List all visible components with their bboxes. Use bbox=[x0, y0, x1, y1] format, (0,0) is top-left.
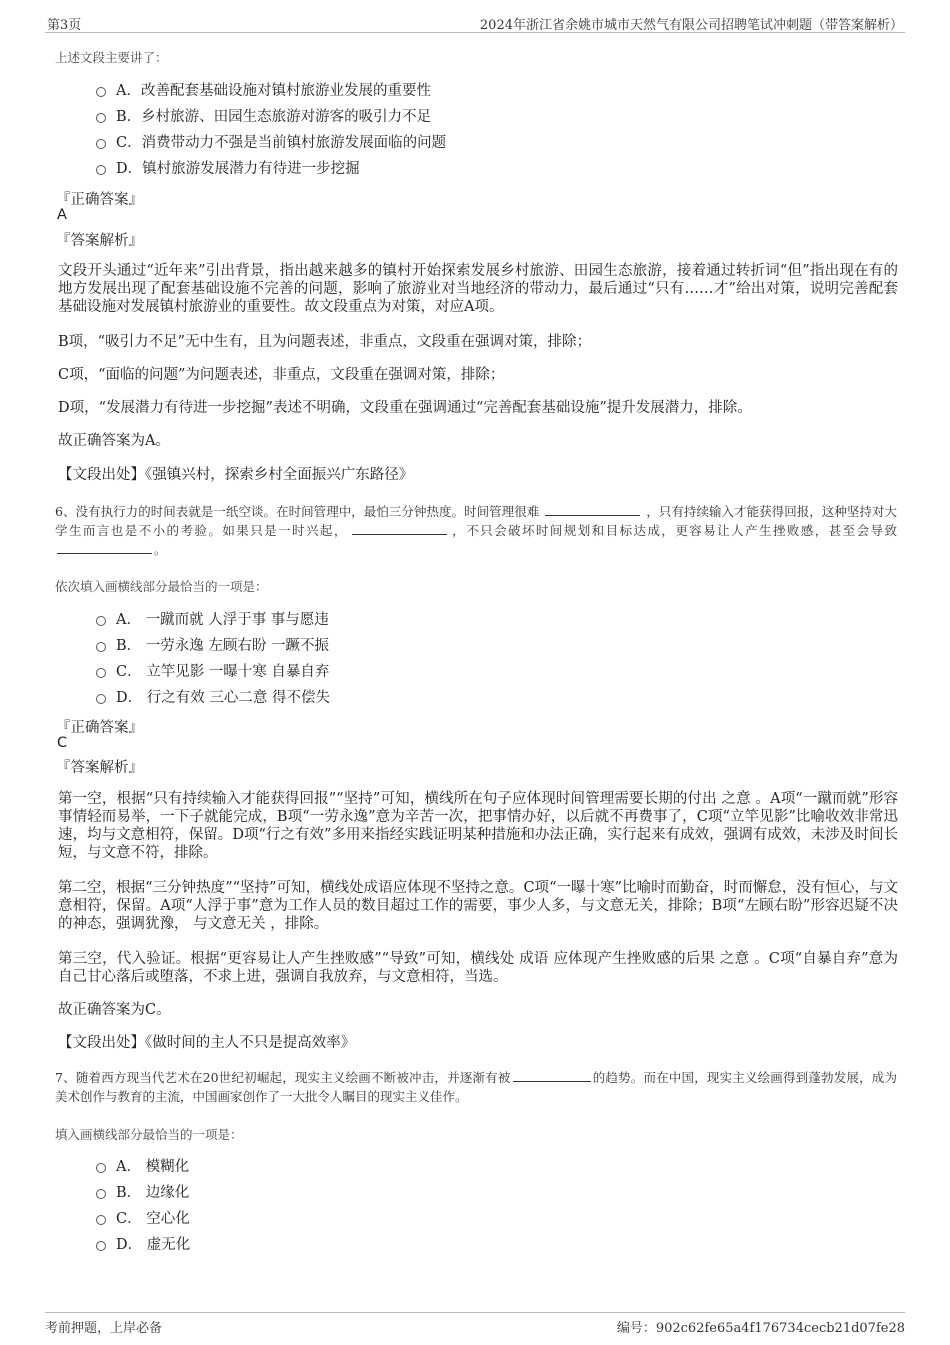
q5-option-c[interactable]: C．消费带动力不强是当前镇村旅游发展面临的问题 bbox=[96, 133, 446, 153]
q6-analysis-label: 『答案解析』 bbox=[56, 760, 143, 776]
q6-option-a[interactable]: A． 一蹴而就 人浮于事 事与愿违 bbox=[96, 610, 329, 630]
footer-slogan: 考前押题，上岸必备 bbox=[45, 1321, 163, 1336]
q7-stem: 7、随着西方现当代艺术在20世纪初崛起，现实主义绘画不断被冲击，并逐渐有被 的趋势。而在中国，现实主义绘画得到蓬勃发展，成为美术创作与教育的主流，中国画家创作了一大批令人瞩目的现实主义佳作。 bbox=[55, 1070, 897, 1104]
radio-button[interactable] bbox=[96, 1189, 106, 1199]
q5-analysis-label: 『答案解析』 bbox=[56, 233, 143, 249]
blank-line bbox=[57, 541, 152, 554]
q5-option-a[interactable]: A．改善配套基础设施对镇村旅游业发展的重要性 bbox=[96, 81, 431, 101]
q5-analysis-paragraph: B项，“吸引力不足”无中生有，且为问题表述，非重点，文段重在强调对策，排除； bbox=[58, 334, 591, 350]
q5-conclusion: 故正确答案为A。 bbox=[58, 433, 170, 449]
document-title: 2024年浙江省余姚市城市天然气有限公司招聘笔试冲刺题（带答案解析） bbox=[479, 18, 903, 33]
q7-option-c[interactable]: C． 空心化 bbox=[96, 1209, 190, 1229]
q6-option-b[interactable]: B． 一劳永逸 左顾右盼 一蹶不振 bbox=[96, 636, 329, 656]
blank-line bbox=[545, 503, 640, 516]
q5-prompt: 上述文段主要讲了： bbox=[55, 50, 168, 65]
radio-button[interactable] bbox=[96, 139, 106, 149]
q6-conclusion: 故正确答案为C。 bbox=[58, 1002, 171, 1018]
q5-answer-label: 『正确答案』 bbox=[56, 192, 143, 208]
blank-line bbox=[513, 1069, 591, 1082]
q5-answer: A bbox=[57, 207, 67, 223]
q7-option-a[interactable]: A． 模糊化 bbox=[96, 1157, 189, 1177]
q5-analysis-paragraph: D项，“发展潜力有待进一步挖掘”表述不明确，文段重在强调通过“完善配套基础设施”提升发展潜力，排除。 bbox=[58, 400, 752, 416]
q7-option-b[interactable]: B． 边缘化 bbox=[96, 1183, 189, 1203]
radio-button[interactable] bbox=[96, 694, 106, 704]
q6-option-c[interactable]: C． 立竿见影 一曝十寒 自暴自弃 bbox=[96, 662, 329, 682]
q6-answer-label: 『正确答案』 bbox=[56, 720, 143, 736]
radio-button[interactable] bbox=[96, 113, 106, 123]
blank-line bbox=[352, 522, 447, 535]
radio-button[interactable] bbox=[96, 668, 106, 678]
q6-answer: C bbox=[57, 735, 68, 751]
q6-prompt: 依次填入画横线部分最恰当的一项是： bbox=[55, 579, 268, 594]
page-header bbox=[45, 12, 905, 33]
q5-option-b[interactable]: B．乡村旅游、田园生态旅游对游客的吸引力不足 bbox=[96, 107, 431, 127]
document-id: 编号：902c62fe65a4f176734cecb21d07fe28 bbox=[616, 1321, 905, 1336]
q7-option-d[interactable]: D． 虚无化 bbox=[96, 1235, 190, 1255]
radio-button[interactable] bbox=[96, 616, 106, 626]
q5-source: 【文段出处】《强镇兴村，探索乡村全面振兴广东路径》 bbox=[58, 467, 414, 483]
page-footer bbox=[45, 1312, 905, 1339]
q6-analysis-paragraph: 第二空，根据“三分钟热度”“坚持”可知，横线处成语应体现不坚持之意。C项“一曝十寒”比喻时而勤奋，时而懈怠，没有恒心，与文意相符，保留。A项“人浮于事”意为工作人员的数目超过工作的需要，事少人多，与文意无关，排除；B项“左顾右盼”形容迟疑不决的神态，强调犹豫， 与文意无关 ，排除。 bbox=[58, 880, 898, 932]
radio-button[interactable] bbox=[96, 165, 106, 175]
q6-stem: 6、没有执行力的时间表就是一纸空谈。在时间管理中，最怕三分钟热度。时间管理很难 ，只有持续输入才能获得回报，这种坚持对大学生而言也是不小的考验。如果只是一时兴起， ，不只会破坏时间规划和目标达成，更容易让人产生挫败感，甚至会导致。 bbox=[55, 504, 897, 557]
q5-option-d[interactable]: D．镇村旅游发展潜力有待进一步挖掘 bbox=[96, 159, 360, 179]
radio-button[interactable] bbox=[96, 1163, 106, 1173]
q7-prompt: 填入画横线部分最恰当的一项是： bbox=[55, 1127, 243, 1142]
radio-button[interactable] bbox=[96, 642, 106, 652]
q6-source: 【文段出处】《做时间的主人不只是提高效率》 bbox=[58, 1035, 356, 1051]
q5-analysis-paragraph: 文段开头通过“近年来”引出背景，指出越来越多的镇村开始探索发展乡村旅游、田园生态旅游，接着通过转折词“但”指出现在有的地方发展出现了配套基础设施不完善的问题，影响了旅游业对当地经济的带动力，最后通过“只有……才”给出对策，说明完善配套基础设施对发展镇村旅游业的重要性。故文段重点为对策，对应A项。 bbox=[58, 263, 898, 315]
q6-analysis-paragraph: 第三空，代入验证。根据“更容易让人产生挫败感”“导致”可知，横线处 成语 应体现产生挫败感的后果 之意 。C项“自暴自弃”意为自己甘心落后或堕落，不求上进，强调自我放弃，与文意相符，当选。 bbox=[58, 951, 898, 985]
radio-button[interactable] bbox=[96, 87, 106, 97]
q6-option-d[interactable]: D． 行之有效 三心二意 得不偿失 bbox=[96, 688, 330, 708]
radio-button[interactable] bbox=[96, 1241, 106, 1251]
page-number: 第3页 bbox=[47, 18, 82, 33]
q5-analysis-paragraph: C项，“面临的问题”为问题表述，非重点，文段重在强调对策，排除； bbox=[58, 367, 505, 383]
q6-analysis-paragraph: 第一空，根据“只有持续输入才能获得回报”“坚持”可知，横线所在句子应体现时间管理需要长期的付出 之意 。A项“一蹴而就”形容事情轻而易举，一下子就能完成，B项“一劳永逸”意为辛苦一次，把事情办好，以后就不再费事了，C项“立竿见影”比喻收效非常迅速，均与文意相符，保留。D项“行之有效”多用来指经实践证明某种措施和办法正确，实行起来有成效，强调有成效，未涉及时间长短，与文意不符，排除。 bbox=[58, 791, 898, 861]
radio-button[interactable] bbox=[96, 1215, 106, 1225]
